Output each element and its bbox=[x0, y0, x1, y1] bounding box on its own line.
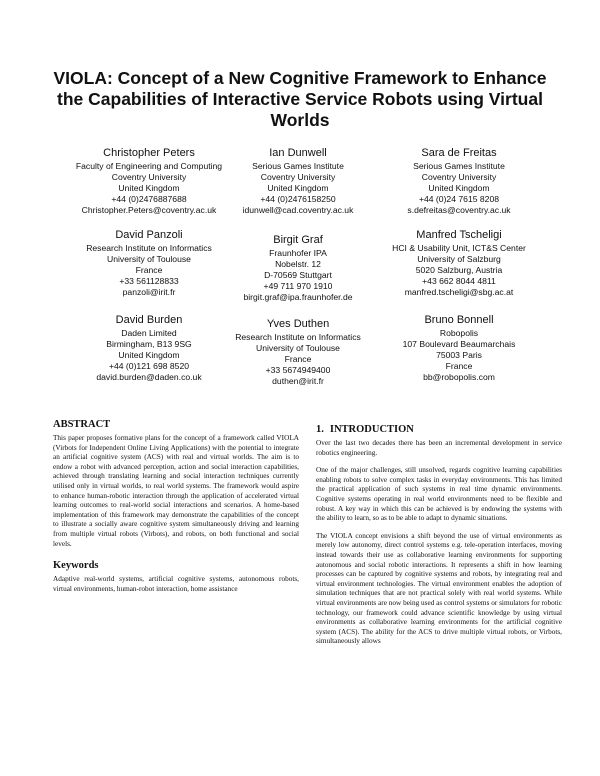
author-affiliation-line: United Kingdom bbox=[267, 183, 329, 193]
author-name: Yves Duthen bbox=[266, 318, 330, 330]
section-title: INTRODUCTION bbox=[329, 424, 414, 435]
author-email: panzoli@irit.fr bbox=[122, 287, 176, 297]
author-affiliation-line: Coventry University bbox=[111, 172, 187, 182]
author-affiliation-line: University of Toulouse bbox=[256, 343, 340, 353]
author-name: Ian Dunwell bbox=[269, 147, 327, 159]
author-name: Sara de Freitas bbox=[421, 147, 497, 159]
abstract-text: This paper proposes formative plans for the concept of a framework called VIOLA (Virbots for Independent Online Living Applications) with the potential to integrate an artificial cognitive system (ACS) with real and virtual worlds. The aim is to endow a robot with advanced perception, action and social interaction capabilities, achieved through translating learning and social interaction techniques currently utilised only in virtual worlds, to real world systems. The framework would aspire to enhance human-robotic interaction through the application of accelerated virtual learning outcomes to real-world social interactions and scenarios. A home-based implementation of this framework may demonstrate the capabilities of the concept to illustrate a socially aware cognitive system simultaneously driving and learning from multiple virtual robots (Virbots), and robots, on both functional and social levels. bbox=[53, 434, 299, 548]
paper-title: VIOLA: Concept of a New Cognitive Framework to Enhance the Capabilities of Interactive Service Robots using Virtual Worlds bbox=[53, 68, 547, 130]
author-affiliation-line: Serious Games Institute bbox=[413, 161, 505, 171]
author-email: duthen@irit.fr bbox=[272, 376, 324, 386]
author-name: Birgit Graf bbox=[273, 234, 323, 246]
author-email: birgit.graf@ipa.fraunhofer.de bbox=[243, 292, 353, 302]
author-affiliation-line: Serious Games Institute bbox=[252, 161, 344, 171]
intro-paragraph: One of the major challenges, still unsolved, regards cognitive learning capabilities enabling robots to solve complex tasks in everyday environments. This has limited the practical application of such systems in real time dynamic environments. Cognitive systems operating in real world environments need to be flexible and robust. A key way in which this can be achieved is by endowing the systems with the ability to learn, so as to be able to adapt to dynamic situations. bbox=[316, 466, 562, 523]
author-affiliation-line: Research Institute on Informatics bbox=[235, 332, 361, 342]
author-phone: +44 (0)121 698 8520 bbox=[108, 361, 190, 371]
author-affiliation-line: Research Institute on Informatics bbox=[86, 243, 212, 253]
author-affiliation-line: 75003 Paris bbox=[436, 350, 482, 360]
author-name: Christopher Peters bbox=[103, 147, 195, 159]
author-phone: +44 (0)2476887688 bbox=[111, 194, 187, 204]
author-affiliation-line: University of Salzburg bbox=[417, 254, 501, 264]
author-affiliation-line: Birmingham, B13 9SG bbox=[106, 339, 192, 349]
author-affiliation-line: Daden Limited bbox=[121, 328, 177, 338]
author-email: bb@robopolis.com bbox=[423, 372, 495, 382]
author-phone: +49 711 970 1910 bbox=[263, 281, 333, 291]
author-affiliation-line: Coventry University bbox=[421, 172, 497, 182]
author-phone: +44 (0)24 7615 8208 bbox=[418, 194, 500, 204]
author-name: Bruno Bonnell bbox=[424, 314, 494, 326]
author-affiliation-line: United Kingdom bbox=[118, 350, 180, 360]
author-email: idunwell@cad.coventry.ac.uk bbox=[242, 205, 354, 215]
abstract-heading: ABSTRACT bbox=[53, 419, 111, 430]
author-affiliation-line: Robopolis bbox=[439, 328, 479, 338]
author-affiliation-line: Nobelstr. 12 bbox=[275, 259, 321, 269]
author-affiliation-line: D-70569 Stuttgart bbox=[264, 270, 332, 280]
author-affiliation-line: 107 Boulevard Beaumarchais bbox=[402, 339, 516, 349]
author-email: s.defreitas@coventry.ac.uk bbox=[407, 205, 511, 215]
author-block bbox=[364, 146, 554, 216]
keywords-heading: Keywords bbox=[53, 560, 99, 572]
author-phone: +33 561128833 bbox=[119, 276, 179, 286]
section-number: 1. bbox=[316, 424, 324, 435]
author-name: David Panzoli bbox=[115, 229, 183, 241]
author-affiliation-line: France bbox=[284, 354, 312, 364]
author-email: david.burden@daden.co.uk bbox=[96, 372, 202, 382]
author-affiliation-line: United Kingdom bbox=[428, 183, 490, 193]
intro-paragraph: Over the last two decades there has been an incremental development in service robotics engineering. bbox=[316, 439, 562, 457]
author-affiliation-line: Coventry University bbox=[260, 172, 336, 182]
author-affiliation-line: United Kingdom bbox=[118, 183, 180, 193]
introduction-heading bbox=[316, 423, 562, 436]
author-phone: +44 (0)2476158250 bbox=[260, 194, 336, 204]
intro-paragraph: The VIOLA concept envisions a shift beyond the use of virtual environments as merely low autonomy, direct control systems e.g. tele-operation interfaces, moving instead towards their use as collaborative learning environments for supporting autonomous and social robotic interactions. It represents a shift in how learning processes can be captured by cognitive systems and robots, by integrating real and virtual environment technologies. The virtual environment enables the adoption of simulation techniques that are not practical solely with real world systems. While virtual environments are now being used as control systems or simulators for robotic technology, our framework could advance scientific knowledge by using virtual environments as collaborative learning environments for the artificial cognitive system (ACS). The ability for the ACS to drive multiple virtual robots, or Virbots, simultaneously allows bbox=[316, 531, 562, 646]
author-email: manfred.tscheligi@sbg.ac.at bbox=[404, 287, 514, 297]
author-block bbox=[364, 313, 554, 383]
author-name: Manfred Tscheligi bbox=[416, 229, 502, 241]
author-email: Christopher.Peters@coventry.ac.uk bbox=[81, 205, 217, 215]
author-affiliation-line: University of Toulouse bbox=[107, 254, 191, 264]
author-affiliation-line: 5020 Salzburg, Austria bbox=[415, 265, 503, 275]
author-affiliation-line: Fraunhofer IPA bbox=[269, 248, 327, 258]
author-affiliation-line: Faculty of Engineering and Computing bbox=[75, 161, 223, 171]
author-affiliation-line: France bbox=[445, 361, 473, 371]
author-phone: +43 662 8044 4811 bbox=[422, 276, 496, 286]
author-name: David Burden bbox=[115, 314, 183, 326]
keywords-text: Adaptive real-world systems, artificial cognitive systems, autonomous robots, virtual environments, human-robot interaction, home assistance bbox=[53, 575, 299, 593]
right-column bbox=[316, 423, 562, 655]
author-affiliation-line: HCI & Usability Unit, ICT&S Center bbox=[392, 243, 526, 253]
author-phone: +33 5674949400 bbox=[265, 365, 331, 375]
author-block bbox=[364, 228, 554, 298]
author-affiliation-line: France bbox=[135, 265, 163, 275]
left-column bbox=[53, 418, 299, 602]
